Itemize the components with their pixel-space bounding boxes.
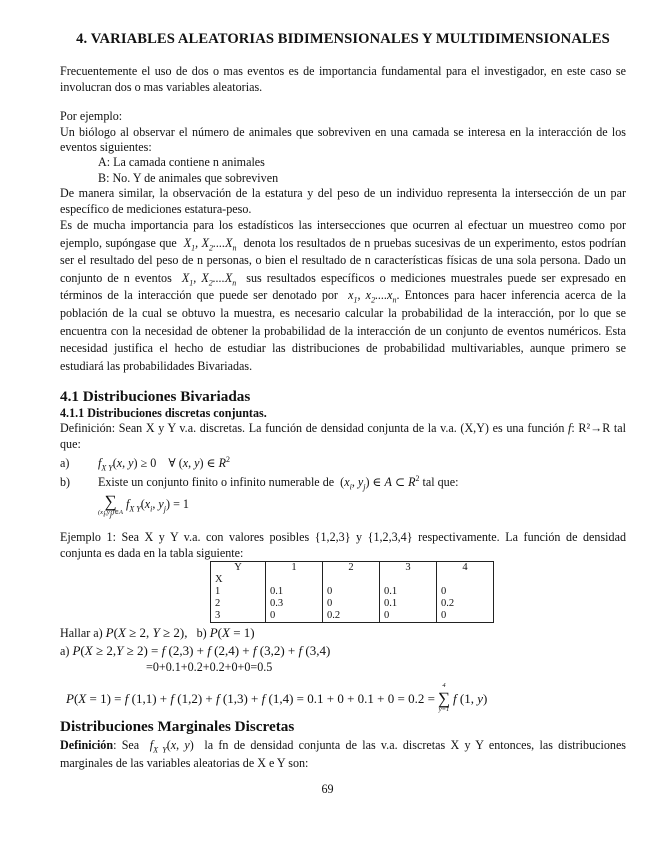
table-cell: 0.3 xyxy=(266,598,323,610)
condition-b-text: Existe un conjunto finito o infinito numerable de xyxy=(98,475,335,490)
sum-symbol: ∑ $(x_i,y_j)\in A$ xyxy=(98,491,123,519)
table-cell: 0 xyxy=(437,586,494,598)
table-cell: 0.2 xyxy=(323,610,380,623)
table-header-cell: 2 xyxy=(323,562,380,575)
table-cell: 0 xyxy=(437,610,494,623)
table-x-label-row xyxy=(211,574,494,586)
table-header-cell: 1 xyxy=(266,562,323,575)
joint-density-table xyxy=(210,561,494,623)
event-b: B: No. Y de animales que sobreviven xyxy=(98,170,279,185)
chapter-title: 4. VARIABLES ALEATORIAS BIDIMENSIONALES Y MULTIDIMENSIONALES xyxy=(76,31,610,47)
para-part-1: Es de mucha importancia para los estadísticos las intersecciones que ocurren al efectuar un muestreo como por ejemplo, supóngase que xyxy=(60,218,626,250)
condition-b-label: b) xyxy=(60,475,71,490)
table-header-cell: 4 xyxy=(437,562,494,575)
definition-text: Definición: Sean X y Y v.a. discretas. La función de densidad conjunta de la v.a. (X,Y) es una función xyxy=(60,421,565,436)
table-header-cell: 3 xyxy=(380,562,437,575)
table-x-label: X xyxy=(211,574,266,586)
marginal-def-2: la fn de densidad conjunta de las v.a. discretas X y Y entonces, las distribuciones marginales de las variables aleatorias de X e Y son: xyxy=(60,737,627,770)
table-cell: 0 xyxy=(323,586,380,598)
sum-symbol-b: 4 ∑ y=1 xyxy=(437,682,451,713)
intro-paragraph: Frecuentemente el uso de dos o mas eventos es de importancia fundamental para el investigador, en este caso se involucran dos o mas variables aleatorias. xyxy=(60,64,626,94)
formula-x-sequence-2: $X_1$, $X_2....X_n$ xyxy=(176,270,237,288)
condition-b-tail: tal que: xyxy=(422,475,459,490)
definition-paragraph: Definición: Sean X y Y v.a. discretas. La función de densidad conjunta de la v.a. (X,Y) es una función f: R²→R tal que: xyxy=(60,421,627,451)
para-part-2: denota los resultados de n pruebas sucesivas de un experimento, estos podrían ser el resultado del peso de n personas, o bien el resultado de n características físicas de una sola persona. Dado un conjunto de n eventos xyxy=(60,235,627,285)
table-row xyxy=(211,598,494,610)
marginal-def-1: : Sea xyxy=(113,737,140,752)
table-cell: 3 xyxy=(211,610,266,623)
condition-b-set: ($x_i$, $y_j$) ∈ A ⊂ $R^2$ xyxy=(337,474,420,492)
condition-a xyxy=(60,456,626,471)
table-cell: 2 xyxy=(211,598,266,610)
table-header-row xyxy=(211,562,494,575)
part-b-formula: P(X = 1) = f (1,1) + f (1,2) + f (1,3) + f (1,4) = xyxy=(66,690,308,706)
marginal-def-formula: $f_{X Y}(x$, y) xyxy=(149,737,200,755)
condition-b-sum: ∑ $(x_i,y_j)\in A$ $f_{X Y}(x_i$, $y_j) = 1$ xyxy=(98,491,189,519)
part-a-label: a) xyxy=(60,643,70,658)
definition-tail: R²→R tal que: xyxy=(60,421,627,451)
table-cell: 0.1 xyxy=(380,586,437,598)
hallar-line xyxy=(60,625,626,641)
hallar-a-formula: P(X ≥ 2, Y ≥ 2), xyxy=(105,625,188,641)
table-cell: 0.1 xyxy=(380,598,437,610)
marginal-heading: Distribuciones Marginales Discretas xyxy=(60,718,295,736)
part-b-line xyxy=(60,683,626,713)
subsection-4-1-1-heading: 4.1.1 Distribuciones discretas conjuntas. xyxy=(60,405,267,420)
definition-f: f xyxy=(568,421,572,436)
event-a: A: La camada contiene n animales xyxy=(98,155,265,170)
biologist-paragraph: Un biólogo al observar el número de animales que sobreviven en una camada se interesa en la interacción de los eventos siguientes: xyxy=(60,124,626,155)
similar-paragraph: De manera similar, la observación de la estatura y del peso de un individuo representa la intersección de un par específico de mediciones estatura-peso. xyxy=(60,186,626,216)
marginal-definition xyxy=(60,736,626,772)
para-part-4: . Entonces para hacer inferencia acerca de la población de la cual se obtuvo la muestra, es necesario calcular la probabilidad de la interacción, por lo que se encuentra con la necesidad de obtener la probabilidad de la interacción de un conjunto de eventos numéricos. Esta necesidad justifica el hecho de estudiar las distribuciones de probabilidad multivariables, aunque primero se estudiará las probabilidades Bivariadas. xyxy=(60,288,626,373)
table-cell: 0 xyxy=(380,610,437,623)
formula-x-sequence: $X_1$, $X_2....X_n$ xyxy=(180,235,237,253)
hallar-b-formula: P(X = 1) xyxy=(209,625,255,641)
page-number: 69 xyxy=(321,782,334,796)
statistics-paragraph xyxy=(60,217,626,375)
part-a-line-2: =0+0.1+0.2+0.2+0+0=0.5 xyxy=(146,659,273,674)
table-header-cell: Y xyxy=(211,562,266,575)
part-b-values: 0.1 + 0 + 0.1 + 0 = 0.2 = xyxy=(307,690,435,706)
condition-a-formula: $f_{X Y}(x$, y) ≥ 0 ∀ (x, y) ∈ $R^2$ xyxy=(98,455,230,473)
part-a-formula: P(X ≥ 2,Y ≥ 2) = f (2,3) + f (2,4) + f (3,2) + f (3,4) xyxy=(72,642,331,658)
table-cell: 0 xyxy=(323,598,380,610)
example-heading: Por ejemplo: xyxy=(60,109,123,124)
table-cell: 0.2 xyxy=(437,598,494,610)
table-row xyxy=(211,610,494,623)
para-part-3: sus resultados específicos o mediciones muestrales puede ser expresado en términos de la interacción que puede ser denotado por xyxy=(60,270,626,303)
hallar-label: Hallar a) xyxy=(60,626,103,641)
example-1-paragraph: Ejemplo 1: Sea X y Y v.a. con valores posibles {1,2,3} y {1,2,3,4} respectivamente. La función de densidad conjunta es dada en la tabla siguiente: xyxy=(60,530,626,560)
section-4-1-heading: 4.1 Distribuciones Bivariadas xyxy=(60,388,251,406)
part-b-sum-term: f (1, y) xyxy=(453,690,488,706)
table-cell: 0.1 xyxy=(266,586,323,598)
part-a-line-1 xyxy=(60,643,626,659)
page-content xyxy=(60,28,626,772)
marginal-def-label: Definición xyxy=(60,737,114,752)
table-cell: 1 xyxy=(211,586,266,598)
condition-a-label: a) xyxy=(60,456,70,471)
table-row xyxy=(211,586,494,598)
hallar-b-label: b) xyxy=(196,626,207,641)
condition-b xyxy=(60,475,626,490)
table-cell: 0 xyxy=(266,610,323,623)
formula-x-lower-sequence: $x_1$, $x_2....x_n$ xyxy=(343,288,397,305)
